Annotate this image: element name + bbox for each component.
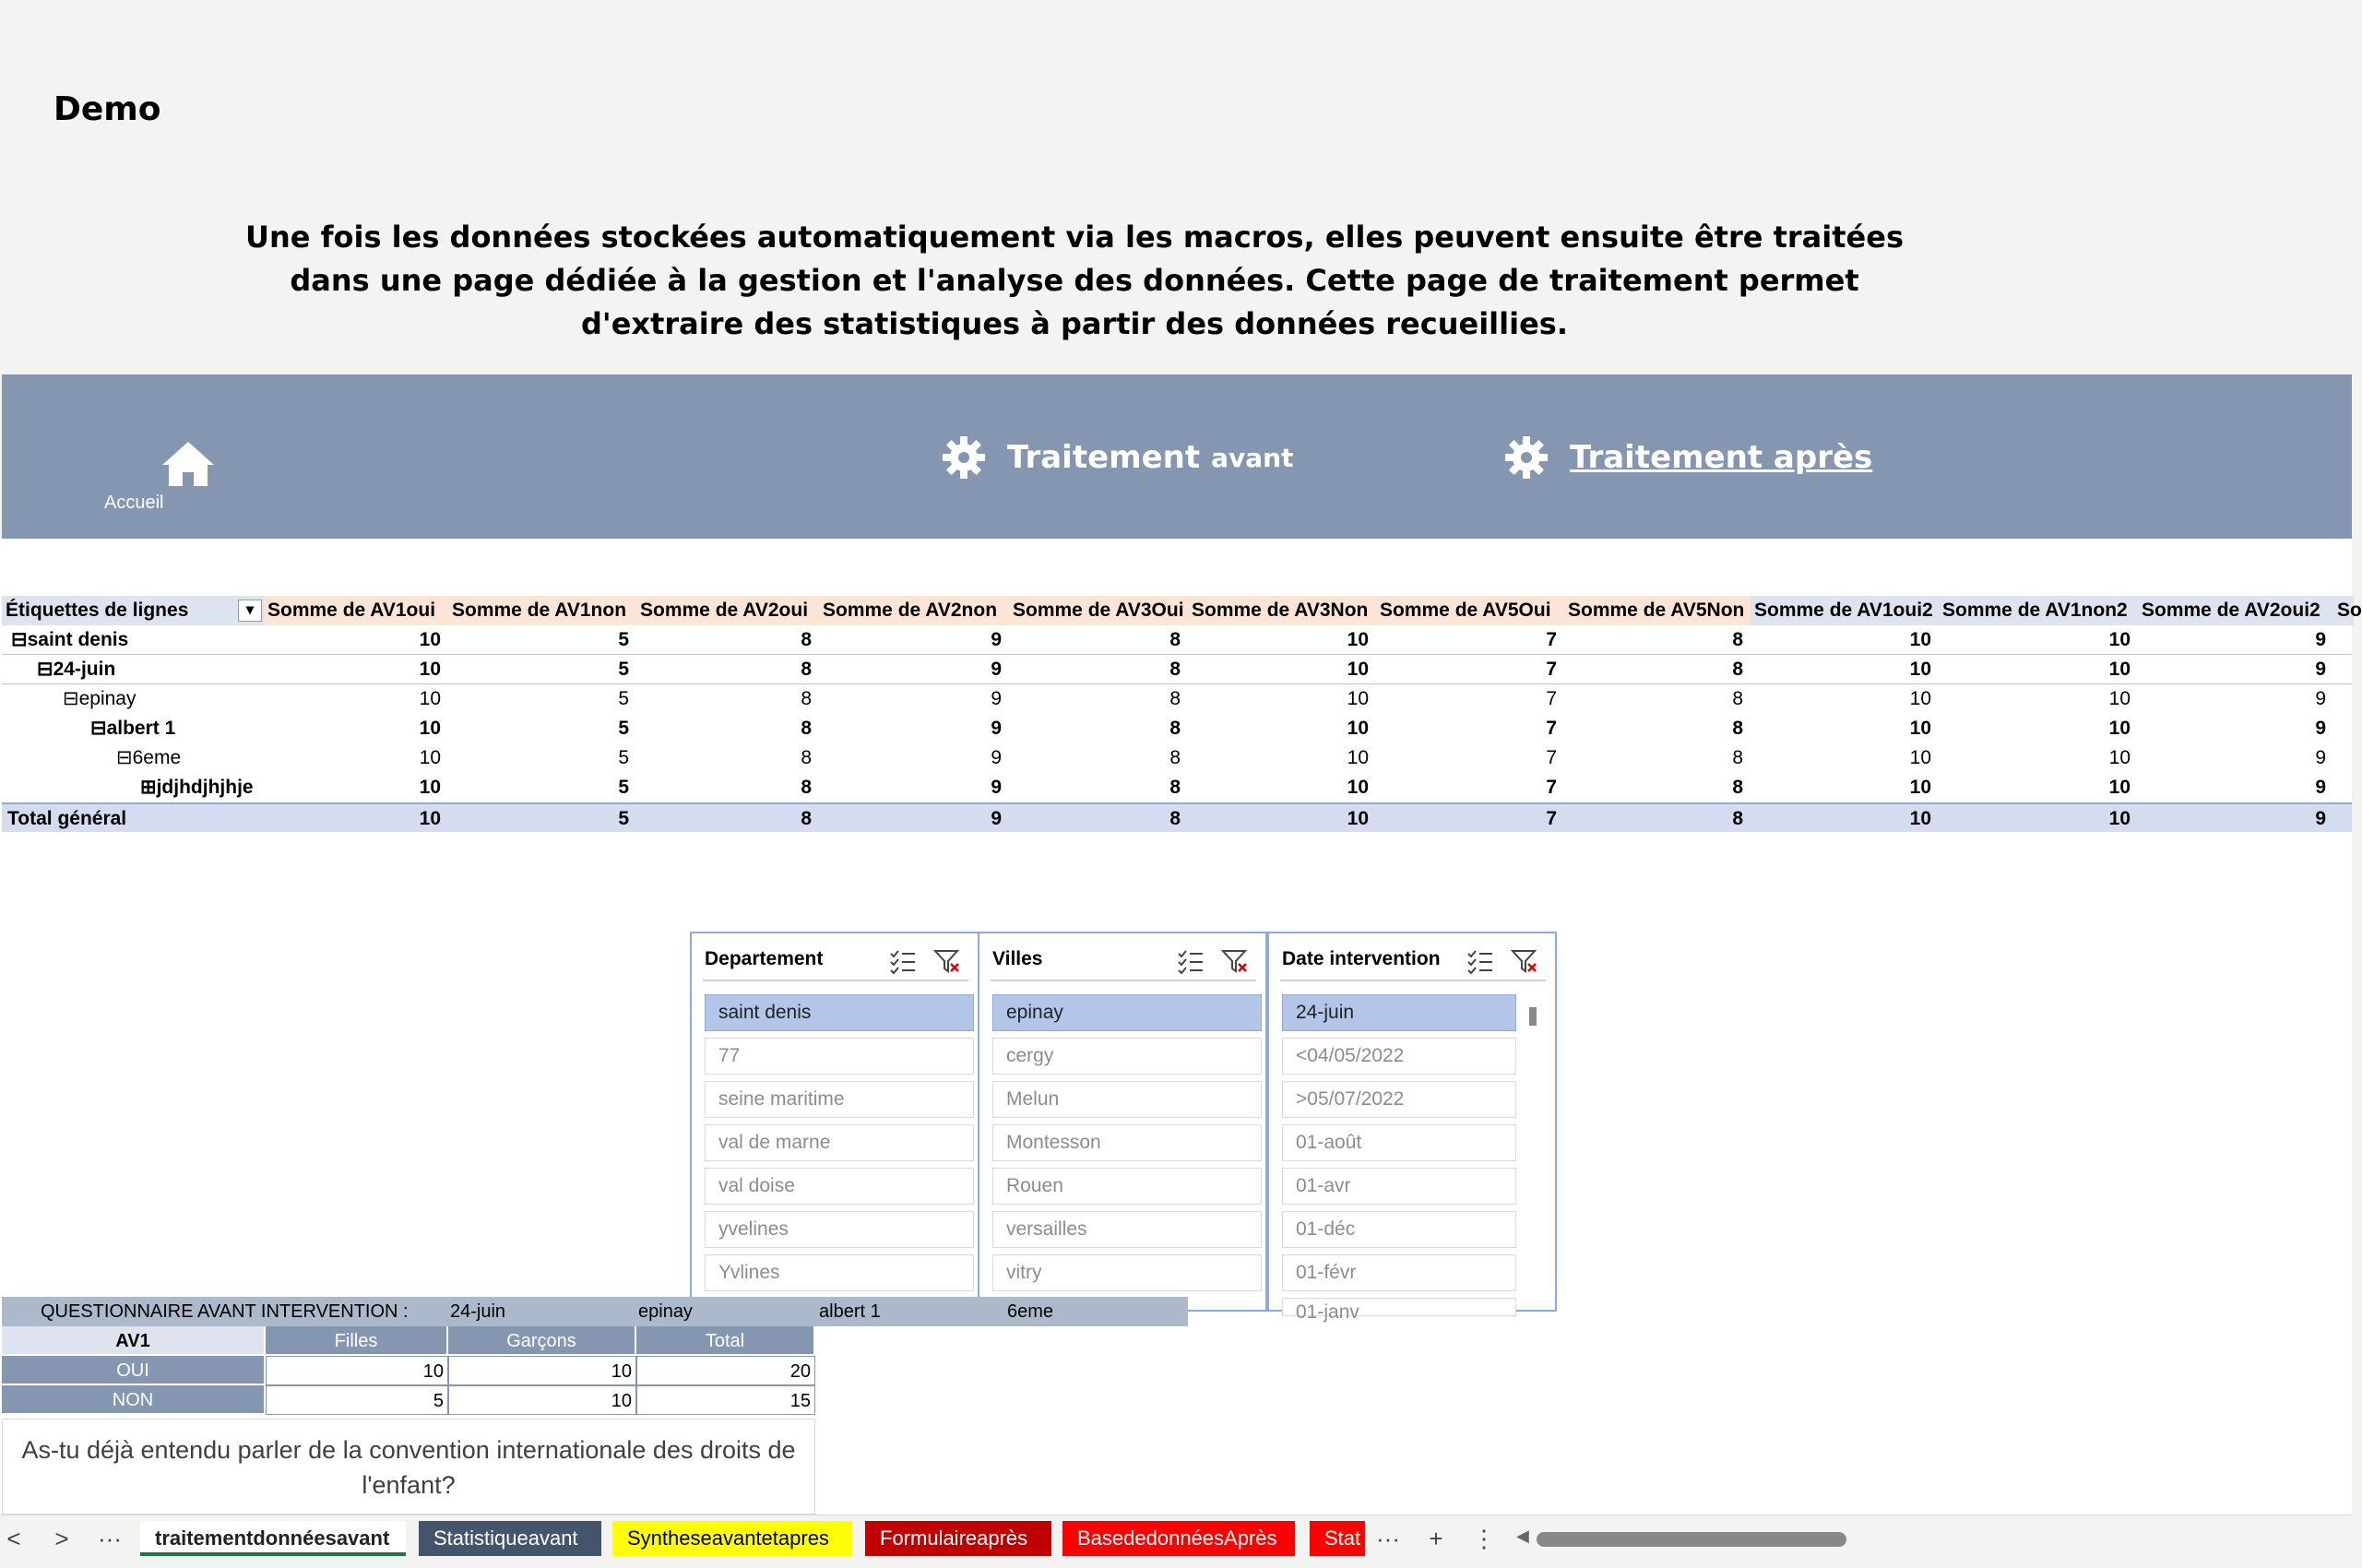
slicer-title: Villes	[992, 948, 1043, 969]
pivot-cell: 9	[991, 747, 1002, 768]
gear-icon	[1503, 434, 1549, 481]
pivot-total-label: Total général	[7, 808, 127, 829]
pivot-column-header: Somme de AV3Oui	[1013, 600, 1184, 621]
slicer-item[interactable]: Melun	[992, 1081, 1262, 1118]
pivot-row	[2, 743, 2352, 773]
intro-paragraph: Une fois les données stockées automatiquement via les macros, elles peuvent ensuite être traitées dans une page dédiée à la gestion et l'analyse des données. Cette page de traitement permet d'extraire des statistiques à partir des données recueillies.	[245, 220, 1904, 341]
questionnaire-ville: epinay	[638, 1301, 693, 1322]
slicer-item[interactable]: >05/07/2022	[1282, 1081, 1516, 1118]
pivot-cell: 10	[1347, 659, 1369, 680]
pivot-cell: 5	[618, 688, 629, 709]
slicer-item[interactable]: yvelines	[705, 1211, 974, 1248]
slicer-item[interactable]: vitry	[992, 1254, 1262, 1291]
pivot-cell: 7	[1546, 777, 1557, 798]
tab-stat[interactable]: Stat	[1310, 1521, 1365, 1556]
row-labels-header: Étiquettes de lignes	[2, 596, 264, 625]
pivot-column-header: Somme de AV2oui	[640, 600, 809, 621]
pivot-cell: 8	[801, 718, 812, 739]
home-button[interactable]	[99, 439, 209, 517]
pivot-total-cell: 7	[1546, 808, 1557, 829]
pivot-total-cell: 8	[801, 808, 812, 829]
scrollbar-thumb[interactable]	[1537, 1532, 1846, 1547]
pivot-row-label[interactable]: ⊞jdjhdjhjhje	[140, 777, 254, 798]
slicer-title: Departement	[705, 948, 824, 969]
header-total: Total	[636, 1326, 815, 1356]
pivot-cell: 10	[419, 747, 441, 768]
pivot-row	[2, 773, 2352, 802]
pivot-cell: 7	[1546, 688, 1557, 709]
pivot-cell: 9	[2315, 688, 2326, 709]
pivot-cell: 8	[1732, 688, 1743, 709]
pivot-total-cell: 10	[419, 808, 441, 829]
pivot-cell: 10	[419, 688, 441, 709]
pivot-cell: 5	[618, 777, 629, 798]
questionnaire-row-oui	[2, 1356, 815, 1385]
pivot-cell: 9	[2315, 629, 2326, 650]
slicer-item[interactable]: Yvlines	[705, 1254, 974, 1291]
scroll-left-icon[interactable]: ◀	[1516, 1526, 1529, 1545]
pivot-column-header: Somme de AV1oui	[267, 600, 436, 621]
pivot-cell: 10	[419, 777, 441, 798]
pivot-cell: 5	[618, 747, 629, 768]
pivot-cell: 10	[419, 659, 441, 680]
cell-value: 10	[266, 1356, 448, 1385]
more-sheets-icon[interactable]: ···	[98, 1525, 122, 1552]
pivot-row	[2, 714, 2352, 743]
pivot-header-row	[2, 596, 2362, 625]
pivot-cell: 7	[1546, 718, 1557, 739]
multi-select-icon[interactable]	[1466, 948, 1494, 974]
pivot-cell: 10	[1909, 718, 1931, 739]
pivot-cell: 10	[1909, 777, 1931, 798]
slicer-item[interactable]: 01-août	[1282, 1124, 1516, 1161]
pivot-column-header: Somme de AV1oui2	[1751, 596, 1939, 625]
slicer-item[interactable]: epinay	[992, 994, 1262, 1031]
options-icon[interactable]: ⋮	[1472, 1525, 1496, 1552]
cell-value: 10	[448, 1385, 636, 1415]
filter-dropdown-icon[interactable]: ▾	[238, 600, 262, 622]
slicer-scrollbar[interactable]	[1529, 1007, 1537, 1026]
demo-title: Demo	[53, 90, 161, 128]
question-text-box: As-tu déjà entendu parler de la convention internationale des droits de l'enfant?	[2, 1419, 815, 1515]
pivot-total-cell: 10	[1909, 808, 1931, 829]
pivot-total-row	[2, 802, 2352, 832]
slicer-header	[1280, 941, 1546, 981]
pivot-cell: 7	[1546, 629, 1557, 650]
tab-traitementdonneesavant[interactable]: traitementdonnéesavant	[140, 1521, 406, 1556]
pivot-row	[2, 655, 2352, 684]
pivot-cell: 10	[2108, 629, 2131, 650]
pivot-cell: 10	[2108, 659, 2131, 680]
pivot-cell: 10	[1909, 747, 1931, 768]
pivot-cell: 10	[1909, 688, 1931, 709]
pivot-cell: 5	[618, 629, 629, 650]
pivot-cell: 9	[2315, 747, 2326, 768]
pivot-cell: 9	[991, 688, 1002, 709]
slicer-date-intervention	[1267, 932, 1557, 1323]
row-label: NON	[2, 1385, 266, 1415]
pivot-cell: 8	[801, 629, 812, 650]
pivot-cell: 10	[2108, 688, 2131, 709]
pivot-row-label[interactable]: ⊟saint denis	[11, 629, 129, 650]
pivot-total-cell: 9	[991, 808, 1002, 829]
pivot-cell: 8	[1732, 659, 1743, 680]
slicer-item[interactable]: versailles	[992, 1211, 1262, 1248]
pivot-row	[2, 625, 2352, 655]
next-sheet-icon[interactable]: >	[54, 1525, 69, 1552]
prev-sheet-icon[interactable]: <	[6, 1525, 21, 1552]
traitement-avant-sublabel: avant	[1211, 442, 1294, 473]
questionnaire-header-row	[2, 1326, 815, 1356]
traitement-avant-label: Traitement	[1007, 439, 1201, 476]
pivot-cell: 10	[1347, 629, 1369, 650]
pivot-column-header: Somme de AV2non	[823, 600, 998, 621]
clear-filter-icon[interactable]	[933, 948, 961, 974]
traitement-apres-label: Traitement après	[1570, 439, 1873, 476]
pivot-cell: 10	[1347, 747, 1369, 768]
pivot-cell: 8	[1169, 718, 1181, 739]
row-label: OUI	[2, 1356, 266, 1385]
pivot-cell: 9	[2315, 777, 2326, 798]
add-sheet-icon[interactable]: +	[1429, 1525, 1443, 1552]
pivot-cell: 9	[2315, 718, 2326, 739]
pivot-column-header: Somme de AV2oui2	[2138, 596, 2333, 625]
tab-syntheseavantetapres[interactable]: Syntheseavantetapres	[612, 1521, 852, 1556]
slicer-item[interactable]: val doise	[705, 1168, 974, 1205]
questionnaire-date: 24-juin	[450, 1301, 506, 1322]
pivot-row-label[interactable]: ⊟epinay	[63, 688, 136, 709]
cell-value: 10	[448, 1356, 636, 1385]
horizontal-scrollbar[interactable]	[1516, 1526, 2309, 1547]
pivot-cell: 8	[1732, 777, 1743, 798]
slicer-item[interactable]: cergy	[992, 1038, 1262, 1075]
slicer-header	[991, 941, 1256, 981]
pivot-cell: 10	[419, 629, 441, 650]
slicer-item[interactable]: Montesson	[992, 1124, 1262, 1161]
pivot-cell: 9	[991, 659, 1002, 680]
pivot-row-label[interactable]: ⊟6eme	[116, 747, 182, 768]
pivot-cell: 10	[1909, 659, 1931, 680]
pivot-row-label[interactable]: ⊟24-juin	[37, 659, 116, 680]
gear-icon	[941, 434, 987, 481]
pivot-total-cell: 8	[1169, 808, 1181, 829]
pivot-cell: 7	[1546, 659, 1557, 680]
pivot-cell: 9	[2315, 659, 2326, 680]
pivot-cell: 5	[618, 659, 629, 680]
questionnaire-class: 6eme	[1007, 1301, 1054, 1322]
pivot-cell: 10	[2108, 747, 2131, 768]
pivot-column-header: Somme de AV1non	[452, 600, 627, 621]
pivot-cell: 10	[1347, 718, 1369, 739]
pivot-cell: 7	[1546, 747, 1557, 768]
pivot-cell: 8	[1732, 718, 1743, 739]
tab-statistiqueavant[interactable]: Statistiqueavant	[419, 1521, 601, 1556]
tab-basededonneesapres[interactable]: BasededonnéesAprès	[1062, 1521, 1295, 1556]
tab-formulaireapres[interactable]: Formulaireaprès	[865, 1521, 1051, 1556]
slicer-item[interactable]: 77	[705, 1038, 974, 1075]
slicer-item[interactable]: val de marne	[705, 1124, 974, 1161]
slicer-header	[703, 941, 968, 981]
slicer-item[interactable]: Rouen	[992, 1168, 1262, 1205]
home-label: Accueil	[104, 493, 164, 513]
traitement-avant-button[interactable]	[941, 430, 1293, 485]
pivot-cell: 10	[2108, 718, 2131, 739]
pivot-cell: 8	[801, 777, 812, 798]
header-filles: Filles	[266, 1326, 448, 1356]
navigation-ribbon	[2, 374, 2352, 539]
pivot-cell: 10	[1347, 688, 1369, 709]
pivot-row	[2, 684, 2352, 714]
pivot-column-header: Somme de AV5Non	[1568, 600, 1745, 621]
pivot-cell: 8	[801, 659, 812, 680]
cell-value: 5	[266, 1385, 448, 1415]
pivot-total-cell: 8	[1732, 808, 1743, 829]
slicer-item[interactable]: 24-juin	[1282, 994, 1516, 1031]
pivot-column-header: Somme de AV1non2	[1939, 596, 2138, 625]
slicer-item[interactable]: <04/05/2022	[1282, 1038, 1516, 1075]
pivot-cell: 9	[991, 718, 1002, 739]
questionnaire-label: QUESTIONNAIRE AVANT INTERVENTION :	[41, 1301, 409, 1322]
slicer-item[interactable]: 01-janv	[1282, 1298, 1516, 1316]
slicer-departement	[690, 932, 979, 1312]
multi-select-icon[interactable]	[889, 948, 917, 974]
pivot-cell: 5	[618, 718, 629, 739]
pivot-cell: 8	[1169, 629, 1181, 650]
pivot-cell: 9	[991, 777, 1002, 798]
questionnaire-school: albert 1	[819, 1301, 881, 1322]
pivot-total-cell: 5	[618, 808, 629, 829]
pivot-cell: 10	[2108, 777, 2131, 798]
pivot-column-header: Somme de AV5Oui	[1380, 600, 1551, 621]
slicer-villes	[978, 932, 1267, 1312]
clear-filter-icon[interactable]	[1511, 948, 1538, 974]
pivot-total-cell: 10	[1347, 808, 1369, 829]
cell-value: 20	[636, 1356, 815, 1385]
pivot-column-header: Somme de AV3Non	[1192, 600, 1369, 621]
more-tabs-icon[interactable]: ···	[1376, 1525, 1400, 1552]
question-code: AV1	[2, 1326, 266, 1356]
multi-select-icon[interactable]	[1177, 948, 1205, 974]
pivot-cell: 8	[1169, 777, 1181, 798]
questionnaire-band	[2, 1297, 1188, 1326]
sheet-tab-bar	[0, 1515, 2352, 1562]
slicer-item[interactable]: saint denis	[705, 994, 974, 1031]
pivot-total-cell: 9	[2315, 808, 2326, 829]
pivot-cell: 8	[1732, 629, 1743, 650]
clear-filter-icon[interactable]	[1221, 948, 1249, 974]
pivot-cell: 8	[1169, 688, 1181, 709]
pivot-cell: 8	[1169, 659, 1181, 680]
pivot-cell: 8	[1732, 747, 1743, 768]
home-icon	[160, 439, 217, 489]
pivot-total-cell: 10	[2108, 808, 2131, 829]
pivot-cell: 8	[1169, 747, 1181, 768]
pivot-cell: 10	[419, 718, 441, 739]
slicer-item[interactable]: 01-févr	[1282, 1254, 1516, 1291]
pivot-row-label[interactable]: ⊟albert 1	[90, 718, 176, 739]
questionnaire-row-non	[2, 1385, 815, 1415]
header-garcons: Garçons	[448, 1326, 636, 1356]
traitement-apres-button[interactable]	[1503, 430, 1872, 485]
pivot-cell: 10	[1347, 777, 1369, 798]
slicer-item[interactable]: seine maritime	[705, 1081, 974, 1118]
pivot-cell: 8	[801, 747, 812, 768]
slicer-item[interactable]: 01-déc	[1282, 1211, 1516, 1248]
pivot-cell: 8	[801, 688, 812, 709]
slicer-title: Date intervention	[1282, 948, 1441, 969]
pivot-column-header: So	[2333, 596, 2354, 625]
pivot-cell: 9	[991, 629, 1002, 650]
pivot-cell: 10	[1909, 629, 1931, 650]
slicer-item[interactable]: 01-avr	[1282, 1168, 1516, 1205]
cell-value: 15	[636, 1385, 815, 1415]
